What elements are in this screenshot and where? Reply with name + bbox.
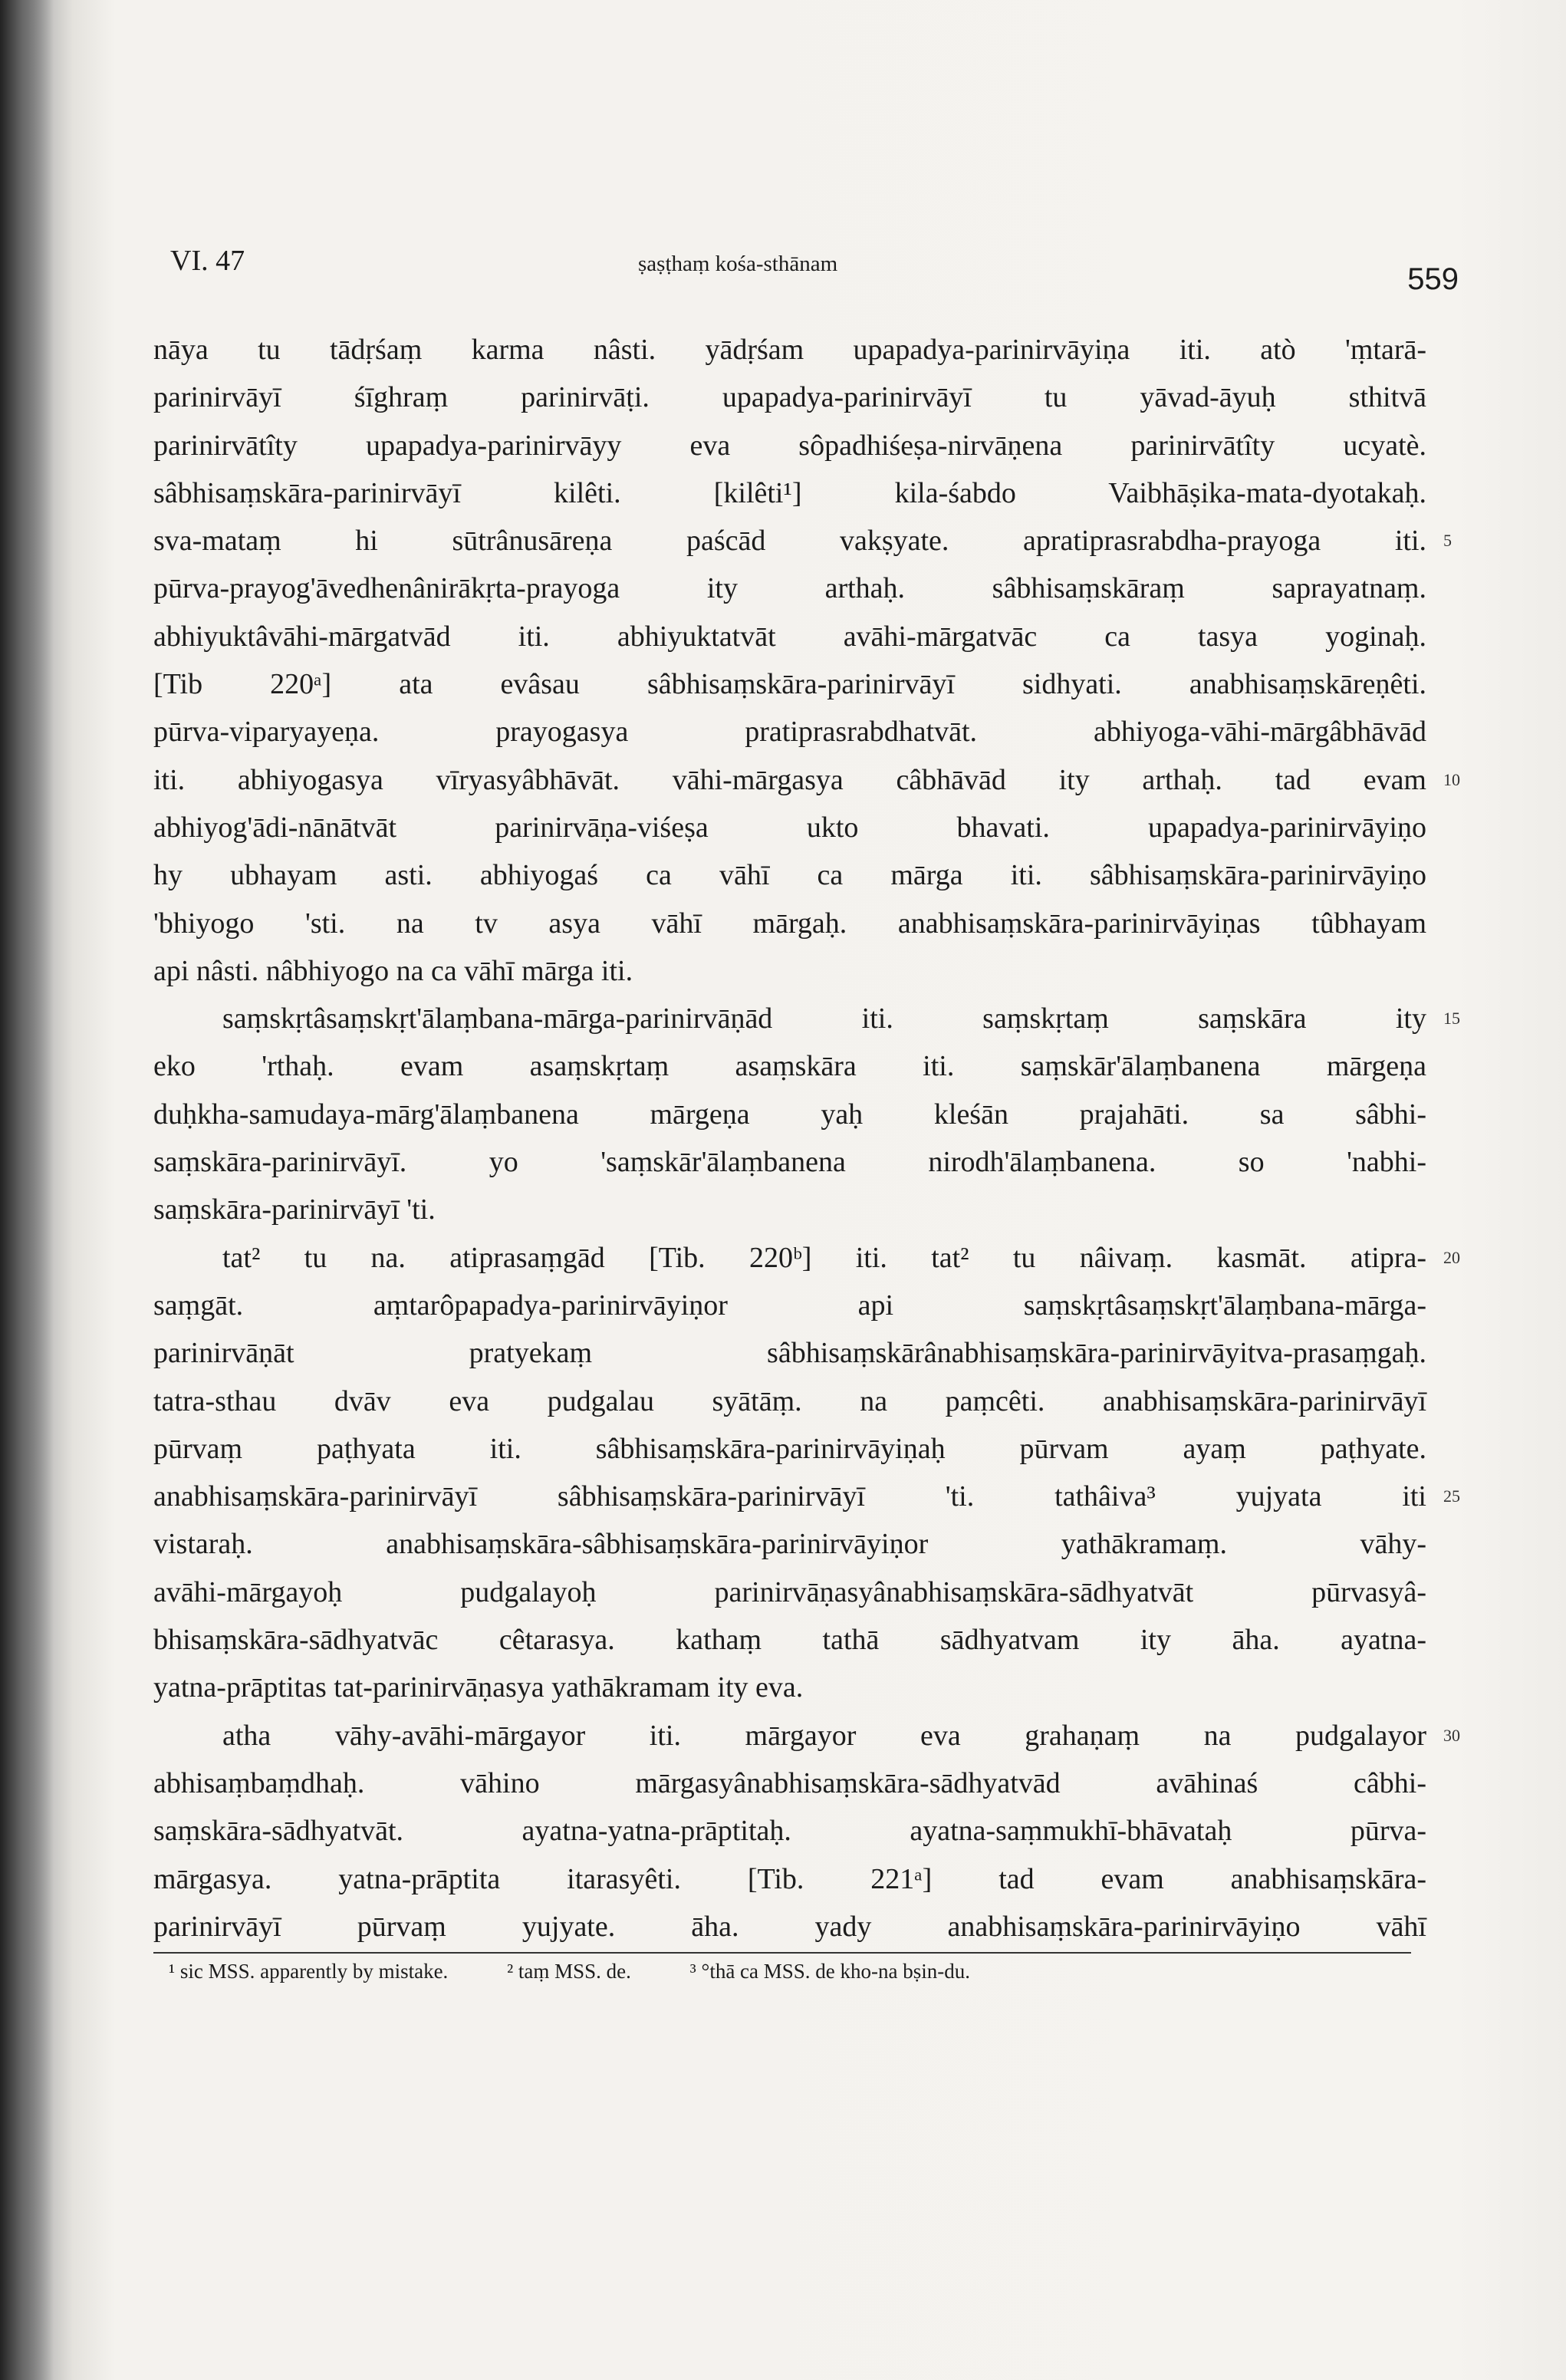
- text-line: nāya tu tādṛśaṃ karma nâsti. yādṛśam upapadya-parinirvāyiṇa iti. atò 'ṃtarā-: [153, 334, 1426, 366]
- text-line: yatna-prāptitas tat-parinirvāṇasya yathākramam ity eva.: [153, 1671, 804, 1704]
- text-line: tat² tu na. atiprasaṃgād [Tib. 220ᵇ] iti. tat² tu nâivaṃ. kasmāt. atipra- 20: [153, 1234, 1426, 1282]
- line-number: 25: [1443, 1486, 1460, 1506]
- footnotes: [169, 1960, 1426, 1983]
- text-line: bhisaṃskāra-sādhyatvāc cêtarasya. kathaṃ tathā sādhyatvam ity āha. ayatna-: [153, 1624, 1426, 1657]
- text-line: abhisaṃbaṃdhaḥ. vāhino mārgasyânabhisaṃskāra-sādhyatvād avāhinaś câbhi-: [153, 1766, 1426, 1799]
- text-line: [Tib 220ᵃ] ata evâsau sâbhisaṃskāra-parinirvāyī sidhyati. anabhisaṃskāreṇêti.: [153, 668, 1426, 701]
- text-line: pūrva-viparyayeṇa. prayogasya pratiprasrabdhatvāt. abhiyoga-vāhi-mārgâbhāvād: [153, 716, 1426, 749]
- running-title: ṣaṣṭhaṃ kośa-sthānam: [638, 252, 838, 276]
- line-number: 5: [1443, 531, 1452, 551]
- text-line: saṃskāra-sādhyatvāt. ayatna-yatna-prāptitaḥ. ayatna-saṃmukhī-bhāvataḥ pūrva-: [153, 1815, 1426, 1848]
- footnote: ¹ sic MSS. apparently by mistake.: [169, 1960, 449, 1983]
- text-line: api nâsti. nâbhiyogo na ca vāhī mārga iti.: [153, 954, 633, 987]
- page-number: 559: [1407, 262, 1459, 296]
- text-line: parinirvāṇāt pratyekaṃ sâbhisaṃskārânabhisaṃskāra-parinirvāyitva-prasaṃgaḥ.: [153, 1337, 1426, 1370]
- text-line: atha vāhy-avāhi-mārgayor iti. mārgayor eva grahaṇaṃ na pudgalayor 30: [153, 1712, 1426, 1759]
- text-line: sva-mataṃ hi sūtrânusāreṇa paścād vakṣyate. apratiprasrabdha-prayoga iti. 5: [153, 517, 1426, 565]
- text-line: anabhisaṃskāra-parinirvāyī sâbhisaṃskāra-parinirvāyī 'ti. tathâiva³ yujyata iti 25: [153, 1473, 1426, 1520]
- footnote: ² taṃ MSS. de.: [507, 1960, 631, 1983]
- text-line: eko 'rthaḥ. evam asaṃskṛtaṃ asaṃskāra iti. saṃskār'ālaṃbanena mārgeṇa: [153, 1050, 1426, 1083]
- text-line: 'bhiyogo 'sti. na tv asya vāhī mārgaḥ. anabhisaṃskāra-parinirvāyiṇas tûbhayam: [153, 907, 1426, 940]
- text-line: avāhi-mārgayoḥ pudgalayoḥ parinirvāṇasyânabhisaṃskāra-sādhyatvāt pūrvasyâ-: [153, 1575, 1426, 1608]
- text-line: parinirvāyī śīghraṃ parinirvāṭi. upapadya-parinirvāyī tu yāvad-āyuḥ sthitvā: [153, 381, 1426, 414]
- text-line: pūrvaṃ paṭhyata iti. sâbhisaṃskāra-parinirvāyiṇaḥ pūrvam ayaṃ paṭhyate.: [153, 1432, 1426, 1465]
- text-line: parinirvātîty upapadya-parinirvāyy eva sôpadhiśeṣa-nirvāṇena parinirvātîty ucyatè.: [153, 429, 1426, 462]
- text-line: vistaraḥ. anabhisaṃskāra-sâbhisaṃskāra-parinirvāyiṇor yathākramaṃ. vāhy-: [153, 1528, 1426, 1561]
- chapter-reference: VI. 47: [170, 245, 245, 277]
- text-line: saṃskṛtâsaṃskṛt'ālaṃbana-mārga-parinirvāṇād iti. saṃskṛtaṃ saṃskāra ity 15: [153, 995, 1426, 1042]
- text-line: mārgasya. yatna-prāptita itarasyêti. [Tib. 221ᵃ] tad evam anabhisaṃskāra-: [153, 1862, 1426, 1895]
- line-number: 15: [1443, 1009, 1460, 1029]
- text-line: sâbhisaṃskāra-parinirvāyī kilêti. [kilêti¹] kila-śabdo Vaibhāṣika-mata-dyotakaḥ.: [153, 476, 1426, 509]
- text-line: pūrva-prayog'āvedhenânirākṛta-prayoga ity arthaḥ. sâbhisaṃskāraṃ saprayatnaṃ.: [153, 572, 1426, 605]
- line-number: 30: [1443, 1725, 1460, 1745]
- text-line: parinirvāyī pūrvaṃ yujyate. āha. yady anabhisaṃskāra-parinirvāyiṇo vāhī: [153, 1910, 1426, 1943]
- text-line: saṃskāra-parinirvāyī. yo 'saṃskār'ālaṃbanena nirodh'ālaṃbanena. so 'nabhi-: [153, 1146, 1426, 1179]
- book-spine-shadow: [0, 0, 54, 2380]
- main-text: [153, 326, 1460, 1950]
- text-line: saṃgāt. aṃtarôpapadya-parinirvāyiṇor api saṃskṛtâsaṃskṛt'ālaṃbana-mārga-: [153, 1289, 1426, 1322]
- text-line: tatra-sthau dvāv eva pudgalau syātāṃ. na paṃcêti. anabhisaṃskāra-parinirvāyī: [153, 1384, 1426, 1417]
- line-number: 10: [1443, 769, 1460, 789]
- text-line: iti. abhiyogasya vīryasyâbhāvāt. vāhi-mārgasya câbhāvād ity arthaḥ. tad evam 10: [153, 756, 1426, 804]
- footnote: ³ °thā ca MSS. de kho-na bṣin-du.: [689, 1960, 971, 1983]
- page-header: [170, 244, 1459, 298]
- text-line: abhiyog'ādi-nānātvāt parinirvāṇa-viśeṣa ukto bhavati. upapadya-parinirvāyiṇo: [153, 811, 1426, 844]
- text-line: abhiyuktâvāhi-mārgatvād iti. abhiyuktatvāt avāhi-mārgatvāc ca tasya yoginaḥ.: [153, 620, 1426, 653]
- line-number: 20: [1443, 1247, 1460, 1267]
- text-line: hy ubhayam asti. abhiyogaś ca vāhī ca mārga iti. sâbhisaṃskāra-parinirvāyiṇo: [153, 859, 1426, 892]
- text-line: saṃskāra-parinirvāyī 'ti.: [153, 1193, 436, 1226]
- footnote-divider: [153, 1952, 1411, 1954]
- text-line: duḥkha-samudaya-mārg'ālaṃbanena mārgeṇa yaḥ kleśān prajahāti. sa sâbhi-: [153, 1098, 1426, 1131]
